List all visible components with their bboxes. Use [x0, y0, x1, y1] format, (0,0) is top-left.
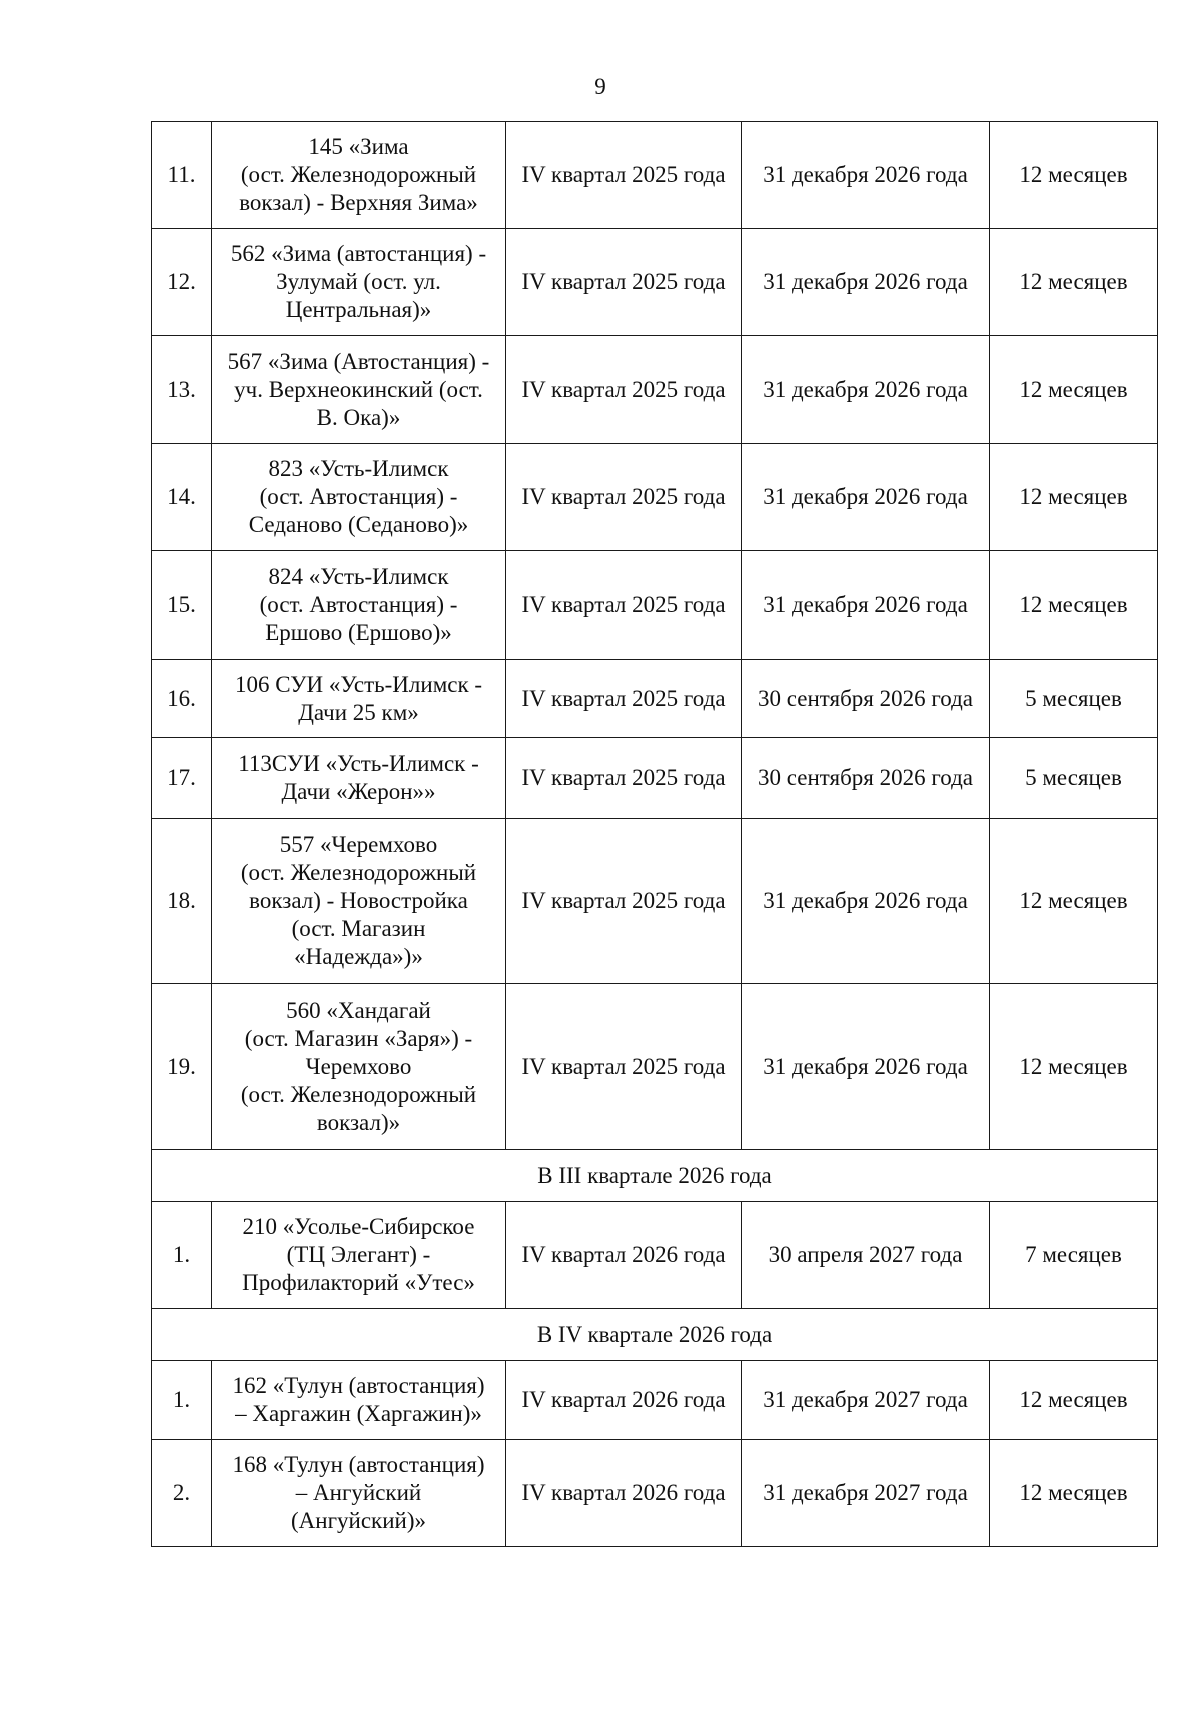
route-name-line: Дачи 25 км»	[298, 699, 419, 725]
row-number-cell: 15.	[152, 551, 212, 660]
route-schedule-body	[152, 122, 1158, 1547]
end-date-cell: 31 декабря 2027 года	[742, 1440, 990, 1547]
route-schedule-table	[151, 121, 1158, 1547]
row-number-cell: 13.	[152, 336, 212, 444]
duration-cell: 12 месяцев	[990, 444, 1158, 551]
route-name-line: (ост. Железнодорожный	[240, 162, 477, 187]
start-period-cell: IV квартал 2025 года	[506, 229, 742, 336]
duration-cell: 12 месяцев	[990, 819, 1158, 984]
route-name-line: В. Ока)»	[316, 404, 401, 430]
end-date-cell: 31 декабря 2026 года	[742, 819, 990, 984]
route-name-line: Ершово (Ершово)»	[265, 620, 452, 645]
route-name-line: – Ангуйский	[295, 1480, 422, 1505]
route-name-line: (ТЦ Элегант) -	[286, 1242, 431, 1267]
route-name-line: вокзал) - Верхняя Зима»	[239, 190, 478, 215]
row-number-cell: 2.	[152, 1440, 212, 1547]
route-name-line: 106 СУИ «Усть-Илимск -	[234, 671, 483, 697]
duration-cell: 12 месяцев	[990, 1440, 1158, 1547]
duration-cell: 12 месяцев	[990, 229, 1158, 336]
start-period-cell: IV квартал 2025 года	[506, 738, 742, 819]
row-number-cell: 18.	[152, 819, 212, 984]
row-number-cell: 14.	[152, 444, 212, 551]
route-name-line: Дачи «Жерон»»	[281, 779, 436, 804]
route-name-line: 823 «Усть-Илимск	[268, 456, 449, 481]
table-row	[152, 1202, 1158, 1309]
route-name-line: (ост. Железнодорожный	[240, 1081, 477, 1107]
start-period-cell: IV квартал 2025 года	[506, 660, 742, 738]
route-name-cell	[212, 1440, 506, 1547]
page-number: 9	[594, 74, 606, 99]
route-name-cell	[212, 122, 506, 229]
route-name-cell	[212, 738, 506, 819]
route-name-line: «Надежда»)»	[294, 944, 423, 969]
route-name-line: Черемхово	[305, 1053, 412, 1079]
route-name-line: вокзал)»	[316, 1109, 401, 1135]
row-number-cell: 17.	[152, 738, 212, 819]
route-name-line: (ост. Железнодорожный	[240, 860, 477, 885]
row-number-cell: 19.	[152, 984, 212, 1150]
end-date-cell: 31 декабря 2026 года	[742, 229, 990, 336]
route-name-line: 824 «Усть-Илимск	[268, 564, 449, 589]
section-row	[152, 1150, 1158, 1202]
route-name-cell	[212, 1202, 506, 1309]
route-name-line: (ост. Магазин	[291, 916, 426, 941]
section-heading: В IV квартале 2026 года	[152, 1309, 1158, 1361]
end-date-cell: 31 декабря 2026 года	[742, 336, 990, 444]
start-period-cell: IV квартал 2025 года	[506, 336, 742, 444]
route-name-line: (ост. Автостанция) -	[259, 592, 458, 617]
route-name-cell	[212, 551, 506, 660]
table-row	[152, 122, 1158, 229]
route-name-line: Центральная)»	[285, 297, 432, 322]
table-row	[152, 738, 1158, 819]
table-row	[152, 1440, 1158, 1547]
route-name-line: 145 «Зима	[308, 134, 409, 159]
end-date-cell: 30 сентября 2026 года	[742, 660, 990, 738]
route-name-line: 210 «Усолье-Сибирское	[242, 1214, 475, 1239]
route-name-line: 562 «Зима (автостанция) -	[230, 241, 487, 266]
row-number-cell: 16.	[152, 660, 212, 738]
route-name-cell	[212, 819, 506, 984]
start-period-cell: IV квартал 2025 года	[506, 122, 742, 229]
table-row	[152, 660, 1158, 738]
route-name-cell	[212, 444, 506, 551]
row-number-cell: 1.	[152, 1361, 212, 1440]
route-name-cell	[212, 336, 506, 444]
row-number-cell: 1.	[152, 1202, 212, 1309]
duration-cell: 12 месяцев	[990, 336, 1158, 444]
route-name-line: Зулумай (ост. ул.	[276, 269, 441, 294]
table-row	[152, 551, 1158, 660]
table-row	[152, 1361, 1158, 1440]
duration-cell: 12 месяцев	[990, 984, 1158, 1150]
table-row	[152, 984, 1158, 1150]
route-name-line: Профилакторий «Утес»	[242, 1270, 475, 1295]
route-name-line: уч. Верхнеокинский (ост.	[234, 376, 483, 402]
table-row	[152, 444, 1158, 551]
end-date-cell: 30 сентября 2026 года	[742, 738, 990, 819]
route-name-line: 557 «Черемхово	[279, 832, 438, 857]
section-row	[152, 1309, 1158, 1361]
route-name-line: 560 «Хандагай	[286, 997, 431, 1023]
end-date-cell: 31 декабря 2026 года	[742, 444, 990, 551]
start-period-cell: IV квартал 2026 года	[506, 1361, 742, 1440]
duration-cell: 12 месяцев	[990, 551, 1158, 660]
table-row	[152, 819, 1158, 984]
duration-cell: 12 месяцев	[990, 1361, 1158, 1440]
route-name-line: 162 «Тулун (автостанция)	[232, 1373, 485, 1398]
end-date-cell: 31 декабря 2026 года	[742, 551, 990, 660]
end-date-cell: 30 апреля 2027 года	[742, 1202, 990, 1309]
route-name-cell	[212, 229, 506, 336]
duration-cell: 5 месяцев	[990, 660, 1158, 738]
duration-cell: 12 месяцев	[990, 122, 1158, 229]
route-name-line: 168 «Тулун (автостанция)	[232, 1452, 485, 1477]
start-period-cell: IV квартал 2025 года	[506, 984, 742, 1150]
start-period-cell: IV квартал 2026 года	[506, 1202, 742, 1309]
end-date-cell: 31 декабря 2027 года	[742, 1361, 990, 1440]
route-name-line: 113СУИ «Усть-Илимск -	[238, 751, 479, 776]
route-name-line: – Харгажин (Харгажин)»	[235, 1401, 482, 1426]
route-name-cell	[212, 660, 506, 738]
table-row	[152, 336, 1158, 444]
duration-cell: 5 месяцев	[990, 738, 1158, 819]
route-name-line: (Ангуйский)»	[291, 1508, 426, 1533]
start-period-cell: IV квартал 2025 года	[506, 551, 742, 660]
duration-cell: 7 месяцев	[990, 1202, 1158, 1309]
route-name-cell	[212, 984, 506, 1150]
row-number-cell: 11.	[152, 122, 212, 229]
start-period-cell: IV квартал 2026 года	[506, 1440, 742, 1547]
start-period-cell: IV квартал 2025 года	[506, 819, 742, 984]
route-name-line: 567 «Зима (Автостанция) -	[227, 348, 490, 374]
end-date-cell: 31 декабря 2026 года	[742, 122, 990, 229]
route-name-cell	[212, 1361, 506, 1440]
route-name-line: (ост. Магазин «Заря») -	[244, 1025, 473, 1051]
start-period-cell: IV квартал 2025 года	[506, 444, 742, 551]
end-date-cell: 31 декабря 2026 года	[742, 984, 990, 1150]
section-heading: В III квартале 2026 года	[152, 1150, 1158, 1202]
route-name-line: (ост. Автостанция) -	[259, 484, 458, 509]
row-number-cell: 12.	[152, 229, 212, 336]
route-name-line: Седаново (Седаново)»	[248, 512, 469, 537]
route-name-line: вокзал) - Новостройка	[249, 888, 468, 913]
table-row	[152, 229, 1158, 336]
